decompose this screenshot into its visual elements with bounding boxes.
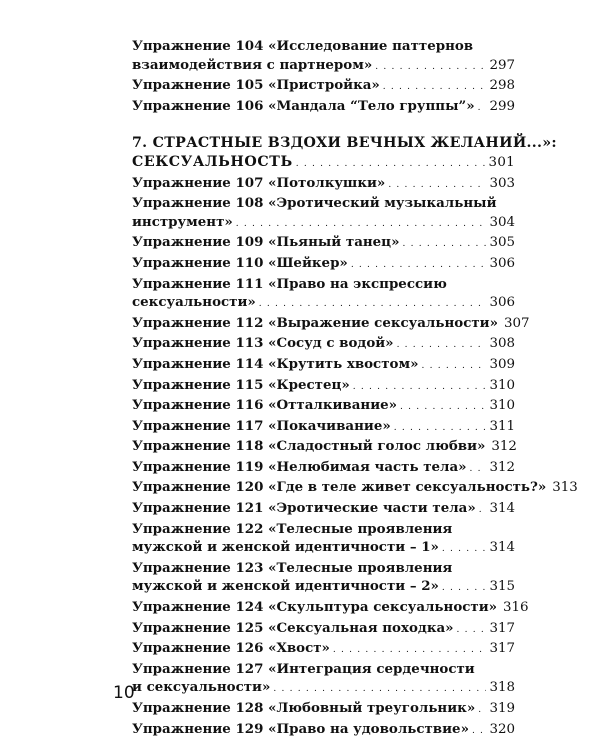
leader-dots — [478, 99, 487, 118]
toc-entry-title: инструмент» — [132, 213, 233, 230]
toc-page-number: 305 — [489, 235, 515, 251]
chapter-subtitle: СЕКСУАЛЬНОСТЬ — [132, 153, 293, 170]
toc-entry-title: Упражнение 126 «Хвост» — [132, 640, 330, 657]
toc-page-number: 320 — [489, 721, 515, 737]
toc-entry[interactable] — [132, 275, 515, 314]
toc-page-number: 312 — [489, 459, 515, 475]
toc-entry[interactable] — [132, 559, 515, 598]
toc-entry[interactable] — [132, 699, 515, 720]
leader-dots — [472, 722, 487, 741]
toc-entry-title: Упражнение 114 «Крутить хвостом» — [132, 355, 419, 372]
toc-page-number: 298 — [489, 78, 515, 94]
toc-entry-title: Упражнение 125 «Сексуальная походка» — [132, 619, 454, 636]
toc-entry-title: Упражнение 109 «Пьяный танец» — [132, 234, 400, 251]
toc-entry-line — [132, 417, 515, 438]
toc-entry[interactable] — [132, 520, 515, 559]
toc-entry-line — [132, 334, 515, 355]
toc-entry-line — [132, 720, 515, 741]
leader-dots — [470, 460, 487, 479]
toc-entry-line — [132, 396, 515, 417]
toc-entry-line — [132, 174, 515, 195]
toc-entry-line — [132, 355, 515, 376]
leader-dots — [442, 540, 487, 559]
toc-entry-title: Упражнение 106 «Мандала “Тело группы”» — [132, 97, 475, 114]
toc-page-number: 318 — [489, 680, 515, 696]
toc-section-chapter-7 — [132, 174, 578, 741]
toc-entry[interactable] — [132, 499, 515, 520]
toc-page-number: 308 — [489, 336, 515, 352]
toc-entry-title: Упражнение 129 «Право на удовольствие» — [132, 720, 469, 737]
toc-entry-line — [132, 293, 515, 314]
toc-entry-line — [132, 520, 515, 539]
toc-entry-line — [132, 699, 515, 720]
toc-entry[interactable] — [132, 376, 515, 397]
toc-entry-line — [132, 37, 515, 56]
leader-dots — [457, 621, 487, 640]
toc-page-number: 307 — [503, 315, 530, 331]
toc-entry-title: Упражнение 122 «Телесные проявления — [132, 520, 453, 537]
toc-entry-line — [132, 97, 515, 118]
chapter-page-number: 301 — [488, 154, 515, 170]
leader-dots — [400, 398, 486, 417]
toc-page-number: 313 — [552, 480, 578, 496]
leader-dots — [479, 501, 487, 520]
leader-dots — [383, 78, 487, 97]
leader-dots — [421, 357, 486, 376]
toc-page-number: 311 — [489, 418, 515, 434]
toc-entry[interactable] — [132, 76, 515, 97]
toc-entry-line — [132, 499, 515, 520]
toc-entry-title: Упражнение 110 «Шейкер» — [132, 254, 348, 271]
toc-page-number: 319 — [489, 701, 515, 716]
toc-page-number: 317 — [489, 641, 515, 657]
toc-entry-line — [132, 478, 578, 499]
toc-entry[interactable] — [132, 639, 515, 660]
toc-entry-line — [132, 458, 515, 479]
toc-entry-title: Упражнение 107 «Потолкушки» — [132, 174, 386, 191]
toc-page-number: 312 — [491, 439, 517, 455]
toc-entry-line — [132, 619, 515, 640]
toc-entry[interactable] — [132, 598, 529, 619]
toc-entry-line — [132, 639, 515, 660]
toc-entry[interactable] — [132, 458, 515, 479]
toc-entry-title: Упражнение 112 «Выражение сексуальности» — [132, 314, 498, 331]
leader-dots — [351, 256, 487, 275]
toc-page-number: 315 — [489, 579, 515, 595]
page-number: 10 — [113, 683, 135, 703]
toc-entry[interactable] — [132, 660, 515, 699]
leader-dots — [402, 235, 486, 254]
toc-entry-line — [132, 559, 515, 578]
table-of-contents — [132, 37, 578, 740]
toc-page-number: 314 — [489, 540, 515, 556]
toc-page-number: 314 — [489, 501, 515, 517]
toc-entry-title: Упражнение 118 «Сладостный голос любви» — [132, 438, 486, 455]
toc-entry-title: взаимодействия с партнером» — [132, 56, 373, 73]
toc-entry[interactable] — [132, 314, 530, 335]
toc-entry[interactable] — [132, 478, 578, 499]
leader-dots — [478, 701, 486, 720]
toc-page-number: 316 — [503, 600, 529, 616]
toc-entry-title: Упражнение 104 «Исследование паттернов — [132, 38, 474, 54]
toc-entry[interactable] — [132, 194, 515, 233]
toc-entry-title: Упражнение 120 «Где в теле живет сексуальность?» — [132, 479, 547, 496]
leader-dots — [442, 579, 487, 598]
leader-dots — [397, 336, 487, 355]
toc-page-number: 309 — [489, 356, 515, 372]
toc-entry-title: Упражнение 119 «Нелюбимая часть тела» — [132, 458, 467, 475]
toc-page-number: 299 — [489, 98, 515, 114]
leader-dots — [394, 419, 487, 438]
chapter-title: 7. СТРАСТНЫЕ ВЗДОХИ ВЕЧНЫХ ЖЕЛАНИЙ...»: — [132, 135, 557, 152]
toc-entry-title: Упражнение 105 «Пристройка» — [132, 77, 380, 94]
toc-entry-line — [132, 76, 515, 97]
toc-entry-line — [132, 538, 515, 559]
toc-entry[interactable] — [132, 619, 515, 640]
toc-entry-title: Упражнение 128 «Любовный треугольник» — [132, 700, 476, 716]
toc-entry-line — [132, 56, 515, 77]
toc-entry-line — [132, 598, 529, 619]
toc-entry-line — [132, 254, 515, 275]
leader-dots — [296, 155, 486, 174]
leader-dots — [375, 58, 486, 77]
toc-entry-line — [132, 660, 515, 679]
toc-entry[interactable] — [132, 254, 515, 275]
leader-dots — [236, 215, 487, 234]
toc-entry-title: Упражнение 115 «Крестец» — [132, 376, 350, 393]
toc-entry-line — [132, 376, 515, 397]
toc-entry[interactable] — [132, 233, 515, 254]
toc-entry-line — [132, 314, 530, 335]
toc-page-number: 304 — [489, 214, 515, 230]
toc-entry-title: Упражнение 108 «Эротический музыкальный — [132, 195, 497, 212]
toc-entry-title: мужской и женской идентичности – 2» — [132, 578, 439, 595]
chapter-title-line — [132, 134, 557, 153]
toc-entry-title: и сексуальности» — [132, 679, 271, 696]
toc-entry[interactable] — [132, 437, 515, 458]
chapter-heading — [132, 134, 557, 173]
leader-dots — [333, 641, 487, 660]
toc-section-top — [132, 37, 515, 117]
toc-page-number: 306 — [489, 295, 515, 311]
toc-entry-line — [132, 233, 515, 254]
toc-entry-title: Упражнение 117 «Покачивание» — [132, 417, 391, 434]
toc-entry[interactable] — [132, 417, 515, 438]
leader-dots — [259, 295, 487, 314]
toc-entry[interactable] — [132, 37, 515, 76]
leader-dots — [388, 176, 486, 195]
toc-entry-title: Упражнение 127 «Интеграция сердечности — [132, 660, 475, 677]
toc-entry[interactable] — [132, 334, 515, 355]
toc-entry-title: Упражнение 116 «Отталкивание» — [132, 397, 398, 414]
toc-entry-line — [132, 275, 515, 294]
toc-entry-line — [132, 213, 515, 234]
toc-entry-title: Упражнение 123 «Телесные проявления — [132, 559, 453, 576]
toc-entry[interactable] — [132, 396, 515, 417]
toc-entry-title: мужской и женской идентичности – 1» — [132, 539, 439, 556]
chapter-title-line — [132, 153, 515, 174]
leader-dots — [353, 378, 487, 397]
toc-page-number: 297 — [489, 57, 515, 73]
toc-page-number: 306 — [489, 255, 515, 271]
toc-entry-title: сексуальности» — [132, 294, 256, 311]
toc-entry-title: Упражнение 121 «Эротические части тела» — [132, 500, 476, 517]
toc-entry-line — [132, 194, 515, 213]
toc-entry[interactable] — [132, 355, 515, 376]
toc-entry-title: Упражнение 124 «Скульптура сексуальности» — [132, 599, 498, 616]
toc-page-number: 310 — [489, 377, 515, 393]
toc-entry[interactable] — [132, 720, 515, 741]
toc-page-number: 303 — [489, 175, 515, 191]
toc-entry[interactable] — [132, 97, 515, 118]
leader-dots — [273, 680, 486, 699]
toc-entry-title: Упражнение 113 «Сосуд с водой» — [132, 335, 394, 352]
toc-entry-line — [132, 437, 515, 458]
toc-page-number: 317 — [489, 620, 515, 636]
toc-entry[interactable] — [132, 174, 515, 195]
toc-entry-title: Упражнение 111 «Право на экспрессию — [132, 275, 447, 292]
toc-page-number: 310 — [489, 398, 515, 414]
toc-entry-line — [132, 577, 515, 598]
toc-entry-line — [132, 678, 515, 699]
